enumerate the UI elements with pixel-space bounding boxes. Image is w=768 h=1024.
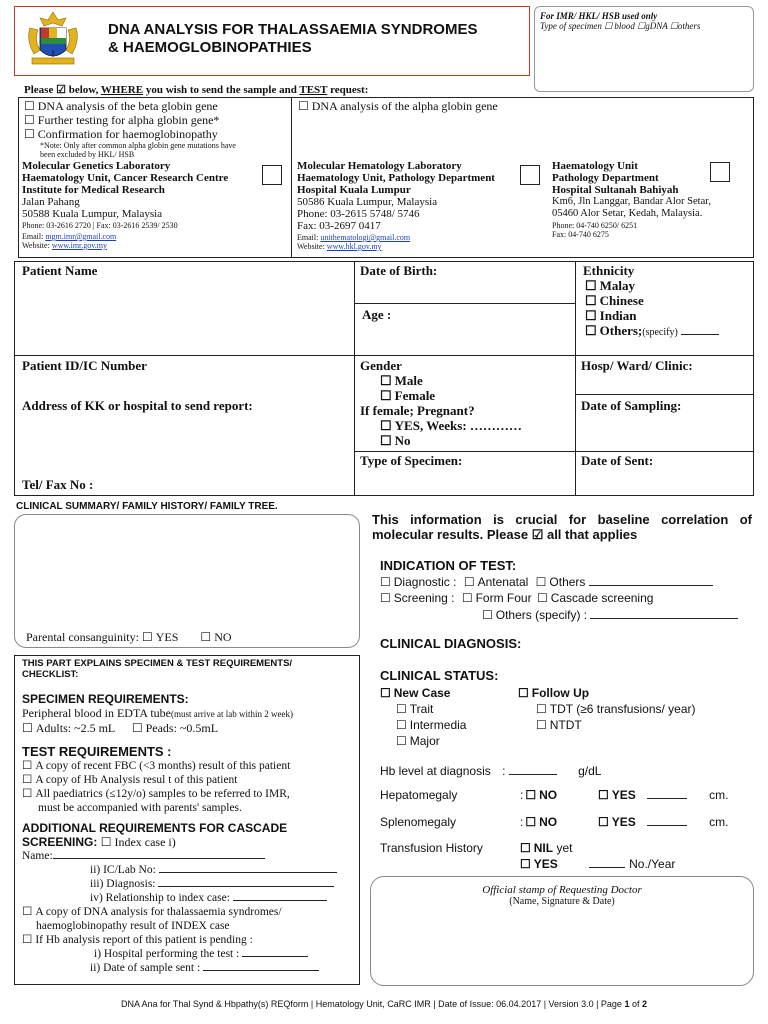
cascade-screening-row: SCREENING: ☐ Index case i): [22, 835, 358, 849]
test-beta-globin[interactable]: ☐ DNA analysis of the beta globin gene: [24, 99, 286, 113]
ind-antenatal[interactable]: ☐ Antenatal: [464, 575, 528, 589]
crucial-info-1: This information is crucial for baseline correlation of: [372, 512, 752, 527]
status-trait[interactable]: ☐ Trait: [380, 701, 466, 717]
hsb-fax: Fax: 04-740 6275: [552, 230, 609, 239]
hsb-lab-name-2: Pathology Department: [552, 172, 659, 184]
office-use-title: For IMR/ HKL/ HSB used only: [540, 11, 658, 21]
spleno-no[interactable]: ☐ NO: [525, 815, 557, 829]
clinical-status-label: CLINICAL STATUS:: [380, 668, 499, 683]
indication-title: INDICATION OF TEST:: [380, 558, 517, 573]
hkl-addr-1: 50586 Kuala Lumpur, Malaysia: [297, 196, 438, 208]
imr-email-link[interactable]: mgm.imr@gmail.com: [45, 232, 117, 241]
specimen-type-label: Type of Specimen:: [360, 453, 463, 468]
imr-note-2: been excluded by HKL/ HSB: [40, 150, 135, 159]
hsb-phone: Phone: 04-740 6250/ 6251: [552, 221, 638, 230]
pregnant-no[interactable]: ☐ No: [360, 433, 522, 448]
requirements-title: THIS PART EXPLAINS SPECIMEN & TEST REQUIREMENTS/ CHECKLIST:: [22, 658, 293, 680]
sampling-date-label: Date of Sampling:: [581, 398, 682, 413]
status-follow-up[interactable]: ☐ Follow Up: [518, 685, 696, 701]
ethnicity-group: [583, 263, 719, 340]
gender-label: Gender: [360, 358, 402, 373]
cascade-diagnosis-field[interactable]: [158, 877, 334, 887]
spleno-cm-field[interactable]: [647, 816, 687, 826]
hkl-lab-name-2: Haematology Unit, Pathology Department: [297, 172, 495, 184]
indication-diagnostic-row: [380, 575, 713, 589]
age-label: Age :: [362, 307, 392, 322]
stamp-subtitle: (Name, Signature & Date): [509, 896, 615, 907]
hkl-email-link[interactable]: unithematologi@gmail.com: [320, 233, 411, 242]
cascade-relationship-field[interactable]: [233, 891, 327, 901]
ind-others[interactable]: ☐ Others: [536, 575, 586, 589]
specimen-req-line: Peripheral blood in EDTA tube(must arrive at lab within 2 week): [22, 706, 293, 720]
imr-lab-name-1: Molecular Genetics Laboratory: [22, 160, 171, 172]
consanguinity-no[interactable]: ☐ NO: [200, 630, 231, 644]
hosp-ward-label: Hosp/ Ward/ Clinic:: [581, 358, 693, 373]
test-req-title: TEST REQUIREMENTS :: [22, 744, 172, 759]
gender-female[interactable]: ☐ Female: [360, 388, 522, 403]
cascade-ic-field[interactable]: [159, 863, 337, 873]
status-new-case[interactable]: ☐ New Case: [380, 685, 466, 701]
status-new-case-group: [380, 685, 466, 749]
gender-male[interactable]: ☐ Male: [360, 373, 522, 388]
consanguinity-line: Parental consanguinity: ☐ YES☐ NO: [26, 630, 232, 644]
hepato-no[interactable]: ☐ NO: [525, 788, 557, 802]
cascade-diagnosis-row: iii) Diagnosis:: [22, 877, 358, 891]
hkl-lab-name-1: Molecular Hematology Laboratory: [297, 160, 462, 172]
spleno-yes[interactable]: ☐ YES: [598, 815, 636, 829]
req-paediatrics-cont: must be accompanied with parents' samples.: [38, 802, 242, 814]
consanguinity-yes[interactable]: ☐ YES: [142, 630, 178, 644]
req-fbc[interactable]: ☐ A copy of recent FBC (<3 months) result of this patient: [22, 759, 358, 773]
specimen-peads[interactable]: ☐ Peads: ~0.5mL: [132, 721, 218, 735]
imr-select-checkbox[interactable]: [262, 165, 282, 185]
specimen-adults[interactable]: ☐ Adults: ~2.5 mL: [22, 721, 115, 735]
test-requirements: [22, 744, 358, 815]
form-title-line2: & HAEMOGLOBINOPATHIES: [108, 39, 312, 56]
form-title-line1: DNA ANALYSIS FOR THALASSAEMIA SYNDROMES: [108, 21, 478, 38]
test-alpha-globin[interactable]: ☐ DNA analysis of the alpha globin gene: [298, 99, 498, 113]
imr-addr-1: Jalan Pahang: [22, 196, 80, 208]
eth-indian[interactable]: ☐ Indian: [583, 308, 719, 323]
cascade-title: ADDITIONAL REQUIREMENTS FOR CASCADE: [22, 821, 288, 835]
dob-label: Date of Birth:: [360, 263, 438, 278]
transfusion-row: Transfusion History ☐ NIL yet ☐ YES No./Year: [380, 841, 483, 855]
status-intermedia[interactable]: ☐ Intermedia: [380, 717, 466, 733]
hkl-lab-name-3: Hospital Kuala Lumpur: [297, 184, 411, 196]
cascade-index-case[interactable]: ☐ Index case i): [101, 835, 176, 849]
req-dna-copy[interactable]: ☐ A copy of DNA analysis for thalassaemia syndromes/: [22, 905, 358, 919]
transfusion-nil[interactable]: ☐ NIL: [520, 841, 553, 855]
splenomegaly-row: Splenomegaly :☐ NO ☐ YES cm.: [380, 815, 456, 829]
hkl-select-checkbox[interactable]: [520, 165, 540, 185]
sent-date-label: Date of Sent:: [581, 453, 654, 468]
imr-email-line: Email: mgm.imr@gmail.com: [22, 232, 117, 241]
cascade-requirements: [22, 821, 358, 975]
crucial-info: [372, 512, 752, 542]
hkl-addr-3: Fax: 03-2697 0417: [297, 220, 381, 232]
hkl-addr-2: Phone: 03-2615 5748/ 5746: [297, 208, 420, 220]
hsb-lab-name-1: Haematology Unit: [552, 160, 638, 172]
imr-lab-name-3: Institute for Medical Research: [22, 184, 165, 196]
specimen-req-title: SPECIMEN REQUIREMENTS:: [22, 692, 189, 706]
hsb-select-checkbox[interactable]: [710, 162, 730, 182]
office-use-box: [534, 6, 754, 92]
pregnant-yes[interactable]: ☐ YES, Weeks: …………: [360, 418, 522, 433]
eth-others[interactable]: ☐ Others;(specify): [583, 323, 719, 340]
indication-others-row: [482, 608, 738, 622]
ethnicity-label: Ethnicity: [583, 263, 635, 278]
patient-name-label: Patient Name: [22, 263, 98, 278]
specimen-requirements: [22, 692, 358, 735]
clinical-summary-title: CLINICAL SUMMARY/ FAMILY HISTORY/ FAMILY TREE.: [16, 501, 278, 512]
req-dna-copy-cont: haemoglobinopathy result of INDEX case: [36, 920, 230, 932]
address-label: Address of KK or hospital to send report:: [22, 398, 253, 413]
req-hb-analysis[interactable]: ☐ A copy of Hb Analysis resul t of this patient: [22, 773, 358, 787]
tel-fax-label: Tel/ Fax No :: [22, 477, 94, 492]
test-alpha-further[interactable]: ☐ Further testing for alpha globin gene*: [24, 113, 286, 127]
imr-addr-2: 50588 Kuala Lumpur, Malaysia: [22, 208, 163, 220]
status-ntdt[interactable]: ☐ NTDT: [518, 717, 696, 733]
cascade-name-field[interactable]: [53, 849, 265, 859]
req-paediatrics[interactable]: ☐ All paediatrics (≤12y/o) samples to be referred to IMR,: [22, 787, 358, 801]
form-title: [108, 21, 477, 57]
clinical-summary-box[interactable]: [14, 514, 360, 648]
pending-hosp-field[interactable]: [242, 947, 308, 957]
cascade-ic-row: ii) IC/Lab No:: [22, 863, 358, 877]
test-haemoglobinopathy[interactable]: ☐ Confirmation for haemoglobinopathy: [24, 127, 286, 141]
footer: DNA Ana for Thal Synd & Hbpathy(s) REQform | Hematology Unit, CaRC IMR | Date of Issue: 06.04.2017 | Version 3.0 | Page 1 of 2: [121, 999, 647, 1009]
hepato-cm-field[interactable]: [647, 789, 687, 799]
hkl-email-line: Email: unithematologi@gmail.com: [297, 233, 411, 242]
ind-screening[interactable]: ☐ Screening :: [380, 591, 454, 605]
imr-phone: Phone: 03-2616 2720 | Fax: 03-2616 2539/ 2530: [22, 221, 178, 230]
coat-of-arms-logo: [20, 10, 86, 68]
patient-id-label: Patient ID/IC Number: [22, 358, 147, 373]
hsb-lab-name-3: Hospital Sultanah Bahiyah: [552, 184, 679, 196]
status-major[interactable]: ☐ Major: [380, 733, 466, 749]
eth-chinese[interactable]: ☐ Chinese: [583, 293, 719, 308]
instruction-line: Please ☑ below, WHERE you wish to send the sample and TEST request:: [24, 84, 369, 96]
pending-date-field[interactable]: [203, 961, 319, 971]
indication-screening-row: [380, 591, 653, 605]
crucial-info-2: molecular results. Please ☑ all that applies: [372, 527, 638, 542]
hkl-web-link[interactable]: www.hkl.gov.my: [326, 242, 382, 251]
req-pending[interactable]: ☐ If Hb analysis report of this patient is pending :: [22, 933, 358, 947]
imr-web-line: Website: www.imr.gov.my: [22, 241, 107, 250]
gender-group: [360, 358, 522, 448]
pending-hosp-row: i) Hospital performing the test :: [22, 947, 358, 961]
hepato-yes[interactable]: ☐ YES: [598, 788, 636, 802]
hsb-addr-2: 05460 Alor Setar, Kedah, Malaysia.: [552, 208, 703, 219]
transfusion-count-field[interactable]: [589, 858, 625, 868]
transfusion-yes[interactable]: ☐ YES: [520, 857, 558, 871]
cascade-relationship-row: iv) Relationship to index case:: [22, 891, 358, 905]
imr-lab-column: [24, 99, 286, 159]
ind-cascade[interactable]: ☐ Cascade screening: [537, 591, 654, 605]
hsb-addr-1: Km6, Jln Langgar, Bandar Alor Setar,: [552, 196, 711, 207]
imr-note-1: *Note: Only after common alpha globin gene mutations have: [40, 141, 236, 150]
status-tdt[interactable]: ☐ TDT (≥6 transfusions/ year): [518, 701, 696, 717]
office-use-specimen: Type of specimen ☐ blood ☐gDNA ☐others: [540, 21, 701, 31]
ind-diagnostic[interactable]: ☐ Diagnostic :: [380, 575, 456, 589]
imr-web-link[interactable]: www.imr.gov.my: [51, 241, 107, 250]
pending-date-row: ii) Date of sample sent :: [22, 961, 358, 975]
pregnant-label: If female; Pregnant?: [360, 403, 475, 418]
hkl-web-line: Website: www.hkl.gov.my: [297, 242, 382, 251]
imr-lab-name-2: Haematology Unit, Cancer Research Centre: [22, 172, 229, 184]
ind-others-specify[interactable]: ☐ Others (specify) :: [482, 608, 587, 622]
specimen-volume-row: [22, 721, 358, 735]
eth-malay[interactable]: ☐ Malay: [583, 278, 719, 293]
stamp-title: Official stamp of Requesting Doctor: [482, 884, 642, 896]
doctor-stamp-box[interactable]: [370, 876, 754, 986]
hepatomegaly-row: Hepatomegaly :☐ NO ☐ YES cm.: [380, 788, 457, 802]
hkl-lab-address: [297, 160, 527, 251]
imr-lab-address: [22, 160, 262, 250]
cascade-name-row: Name:: [22, 849, 358, 863]
clinical-diagnosis-label: CLINICAL DIAGNOSIS:: [380, 636, 522, 651]
ind-form-four[interactable]: ☐ Form Four: [462, 591, 532, 605]
hb-level-field[interactable]: [509, 765, 557, 775]
status-follow-up-group: [518, 685, 696, 733]
hb-level-row: Hb level at diagnosis : g/dL: [380, 764, 602, 778]
